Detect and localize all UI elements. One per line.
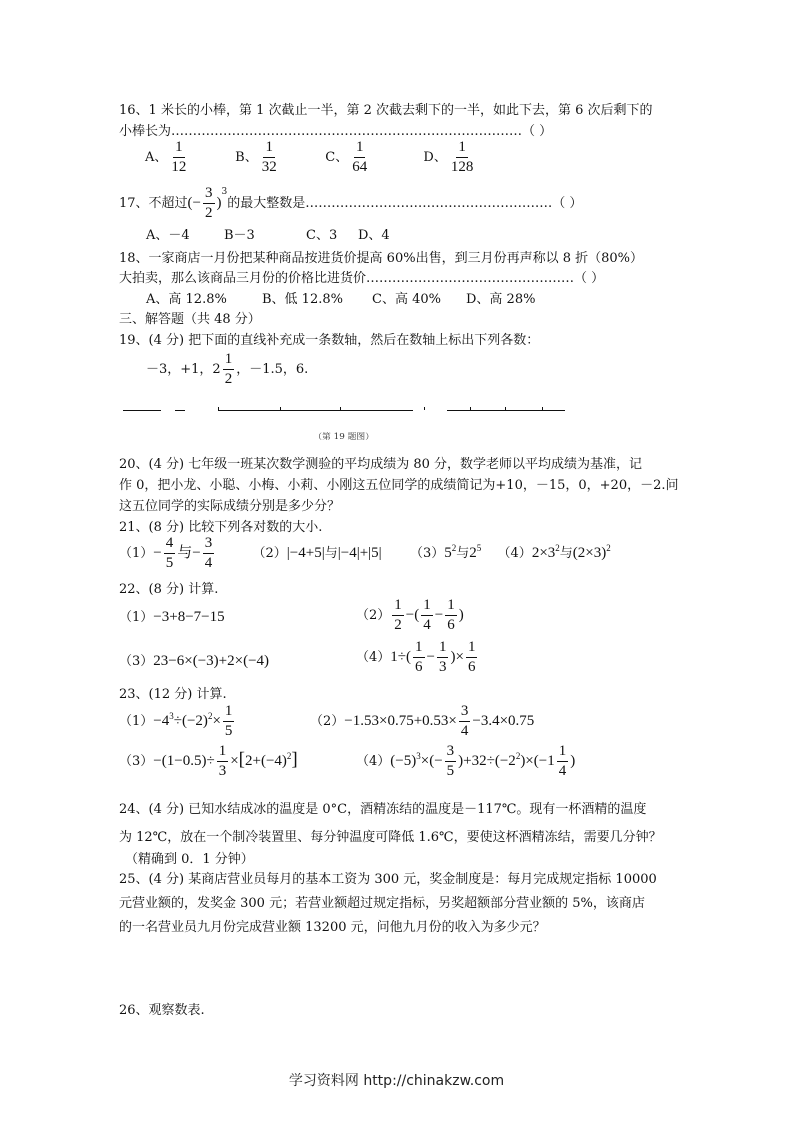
- q16-option-c: [325, 140, 419, 175]
- axis-tick: [218, 407, 219, 410]
- q21-part2-mid: 与: [324, 545, 338, 561]
- q23-part2: [310, 704, 534, 739]
- q23-part1: [119, 704, 236, 739]
- q23-part3-expr: −(1−0.5)÷ $\frac{1}{3}$ $\times[2+(-4)^2]$: [153, 743, 298, 779]
- q22-part3: [119, 650, 269, 670]
- q22-part1-expr: −3+8−7−15: [153, 609, 225, 625]
- q21-parts: [119, 536, 611, 571]
- q23-part4-expr: $(-5)^3\times(-$ $\frac{3}{5}$ )$+32\div(-2^2)\times(-1$ $\frac{1}{4}$ ): [390, 743, 576, 779]
- close-paren: ): [216, 195, 222, 211]
- q21-part3-expr-b: $2^5$: [469, 542, 482, 561]
- axis-segment: [447, 410, 565, 411]
- q21-part2-expr-a: |−4+5|: [286, 544, 325, 561]
- open-paren: (−: [187, 195, 202, 211]
- q21-part3-expr-a: $5^2$: [444, 542, 457, 561]
- q21-title: 21、(8 分) 比较下列各对数的大小.: [119, 520, 323, 535]
- q17-prefix: 17、不超过: [119, 196, 188, 211]
- q16-line1: 16、1 米长的小棒，第 1 次截止一半，第 2 次截去剩下的一半，如此下去，第 6 次后剩下的: [119, 103, 653, 118]
- q23-part1-expr: $-4^3\div(-2)^2\times$ $\frac{1}{5}$: [153, 703, 233, 739]
- q26-title: 26、观察数表.: [119, 1003, 205, 1018]
- q22-part4: [356, 640, 479, 675]
- q21-part1-expr: − $\frac{4}{5}$ 与− $\frac{3}{4}$: [153, 535, 213, 571]
- q23-part4: [356, 744, 575, 779]
- q19-figure-caption: （第 19 题图）: [313, 432, 375, 441]
- q23-part1-label: （1）: [119, 713, 154, 729]
- q17-option-b: B－3: [224, 228, 255, 243]
- q19-numbers: [146, 352, 308, 387]
- q17-option-c: C、3: [306, 228, 338, 243]
- q23-part2-label: （2）: [310, 714, 345, 729]
- q18-line1: 18、一家商店一月份把某种商品按进货价提高 60%出售，到三月份再声称以 8 折（80%）: [119, 251, 643, 266]
- axis-tick: [505, 407, 506, 410]
- q17-option-a: A、－4: [146, 228, 190, 243]
- q24-line1: 24、(4 分) 已知水结成冰的温度是 0°C，酒精冻结的温度是－117℃。现有一杯酒精的温度: [119, 802, 647, 817]
- q24-line3: （精确到 0．1 分钟）: [125, 852, 254, 867]
- q18-line2: 大拍卖，那么该商品三月份的价格比进货价…………………………………………（ ）: [119, 271, 605, 286]
- q23-part2-expr-b: −3.4×0.75: [472, 713, 535, 729]
- q16-option-b: [235, 140, 321, 175]
- option-fraction: [169, 140, 188, 175]
- q17-fraction: [203, 186, 215, 221]
- axis-segment: [218, 410, 413, 411]
- q24-line2: 为 12℃，放在一个制冷装置里、每分钟温度可降低 1.6℃，要使这杯酒精冻结，需要几分钟？: [119, 830, 662, 845]
- q23-part2-expr-a: −1.53×0.75+0.53×: [344, 713, 457, 729]
- axis-segment: [123, 410, 161, 411]
- denominator: 32: [261, 159, 277, 175]
- q16-line2: 小棒长为………………………………………………………………………（ ）: [119, 124, 553, 139]
- q21-part3-mid: 与: [456, 545, 470, 561]
- numerator: 3: [203, 186, 215, 204]
- q21-part4-mid: 与: [559, 545, 573, 561]
- q22-part1-label: （1）: [119, 610, 154, 625]
- option-letter: B、: [235, 150, 258, 165]
- numerator: 1: [223, 352, 235, 370]
- axis-segment: [175, 410, 185, 411]
- q17-exponent: 3: [221, 186, 228, 197]
- numerator: 1: [456, 140, 468, 158]
- axis-tick: [470, 407, 471, 410]
- q21-part4-expr-a: $2\times 3^2$: [531, 542, 560, 561]
- q22-title: 22、(8 分) 计算.: [119, 582, 219, 597]
- denominator: 2: [205, 205, 213, 221]
- option-fraction: [449, 140, 476, 175]
- option-letter: D、: [423, 150, 447, 165]
- q23-part2-fraction: $\frac{3}{4}$: [460, 703, 469, 739]
- q22-part2: [356, 598, 464, 633]
- q23-part3: [119, 744, 298, 779]
- option-fraction: [260, 140, 279, 175]
- q25-line2: 元营业额的，发奖金 300 元；若营业额超过规定指标，另奖超额部分营业额的 5%，该商店: [119, 896, 645, 911]
- q20-line3: 这五位同学的实际成绩分别是多少分？: [119, 499, 341, 514]
- q16-option-d: [423, 140, 477, 175]
- axis-tick: [542, 407, 543, 410]
- q19-mixed-fraction: [223, 352, 235, 387]
- q23-part4-label: （4）: [356, 753, 391, 769]
- q21-part4-label: （4）: [497, 545, 532, 561]
- q18-options: [146, 288, 535, 307]
- axis-tick: [424, 407, 425, 410]
- q25-line1: 25、(4 分) 某商店营业员每月的基本工资为 300 元，奖金制度是：每月完成规定指标 10000: [119, 872, 657, 887]
- q21-part2-expr-b: |−4|+|5|: [337, 544, 382, 561]
- q19-title: 19、(4 分) 把下面的直线补充成一条数轴，然后在数轴上标出下列各数：: [119, 333, 540, 348]
- numerator: 1: [354, 140, 366, 158]
- q21-part1-label: （1）: [119, 545, 154, 561]
- q21-part3-label: （3）: [409, 545, 445, 561]
- q18-option-a: A、高 12.8%: [146, 292, 227, 307]
- option-letter: C、: [325, 150, 349, 165]
- q22-part3-expr: 23−6×(−3)+2×(−4): [153, 653, 270, 669]
- q18-option-d: D、高 28%: [466, 292, 536, 307]
- denominator: 64: [352, 159, 368, 175]
- section-3-heading: 三、解答题（共 48 分）: [119, 312, 261, 327]
- q23-title: 23、(12 分) 计算.: [119, 687, 227, 702]
- q16-options: [145, 140, 477, 175]
- denominator: 128: [450, 159, 474, 175]
- q20-line2: 作 0，把小龙、小聪、小梅、小莉、小刚这五位同学的成绩简记为+10，－15，0，+20，－2.问: [119, 478, 679, 493]
- option-letter: A、: [145, 150, 168, 165]
- q17-suffix: 的最大整数是…………………………………………………（ ）: [227, 196, 583, 211]
- page-footer: 学习资料网 http://chinakzw.com: [288, 1073, 505, 1089]
- q19-numbers-a: －3，+1，2: [146, 362, 221, 377]
- q18-option-c: C、高 40%: [372, 292, 441, 307]
- q22-part4-label: （4）: [356, 649, 391, 665]
- axis-tick: [280, 407, 281, 410]
- q21-part2-label: （2）: [252, 545, 287, 561]
- denominator: 2: [224, 371, 233, 387]
- q17-options: [146, 224, 390, 243]
- numerator: 1: [173, 140, 185, 158]
- q23-part3-label: （3）: [119, 753, 154, 769]
- numerator: 1: [263, 140, 275, 158]
- q22-part1: [119, 606, 225, 626]
- denominator: 12: [171, 159, 187, 175]
- q17-option-d: D、4: [358, 228, 390, 243]
- q25-line3: 的一名营业员九月份完成营业额 13200 元，问他九月份的收入为多少元？: [119, 920, 546, 935]
- q17-stem: [119, 186, 582, 221]
- q18-option-b: B、低 12.8%: [262, 292, 343, 307]
- q20-line1: 20、(4 分) 七年级一班某次数学测验的平均成绩为 80 分，数学老师以平均成绩为基准，记: [119, 457, 643, 472]
- axis-tick: [340, 407, 341, 410]
- q22-part4-expr: 1÷( $\frac{1}{6}$ − $\frac{1}{3}$ )× $\frac{1}{6}$: [390, 639, 476, 675]
- q16-option-a: [145, 140, 231, 175]
- q22-part3-label: （3）: [119, 654, 154, 669]
- option-fraction: [350, 140, 369, 175]
- q19-numbers-b: ，－1.5，6.: [236, 362, 309, 377]
- q22-part2-expr: $\frac{1}{2}$ −( $\frac{1}{4}$ − $\frac{1}{6}$ ): [394, 597, 464, 633]
- q22-part2-label: （2）: [356, 607, 391, 623]
- q21-part4-expr-b: $(2\times 3)^2$: [572, 542, 611, 561]
